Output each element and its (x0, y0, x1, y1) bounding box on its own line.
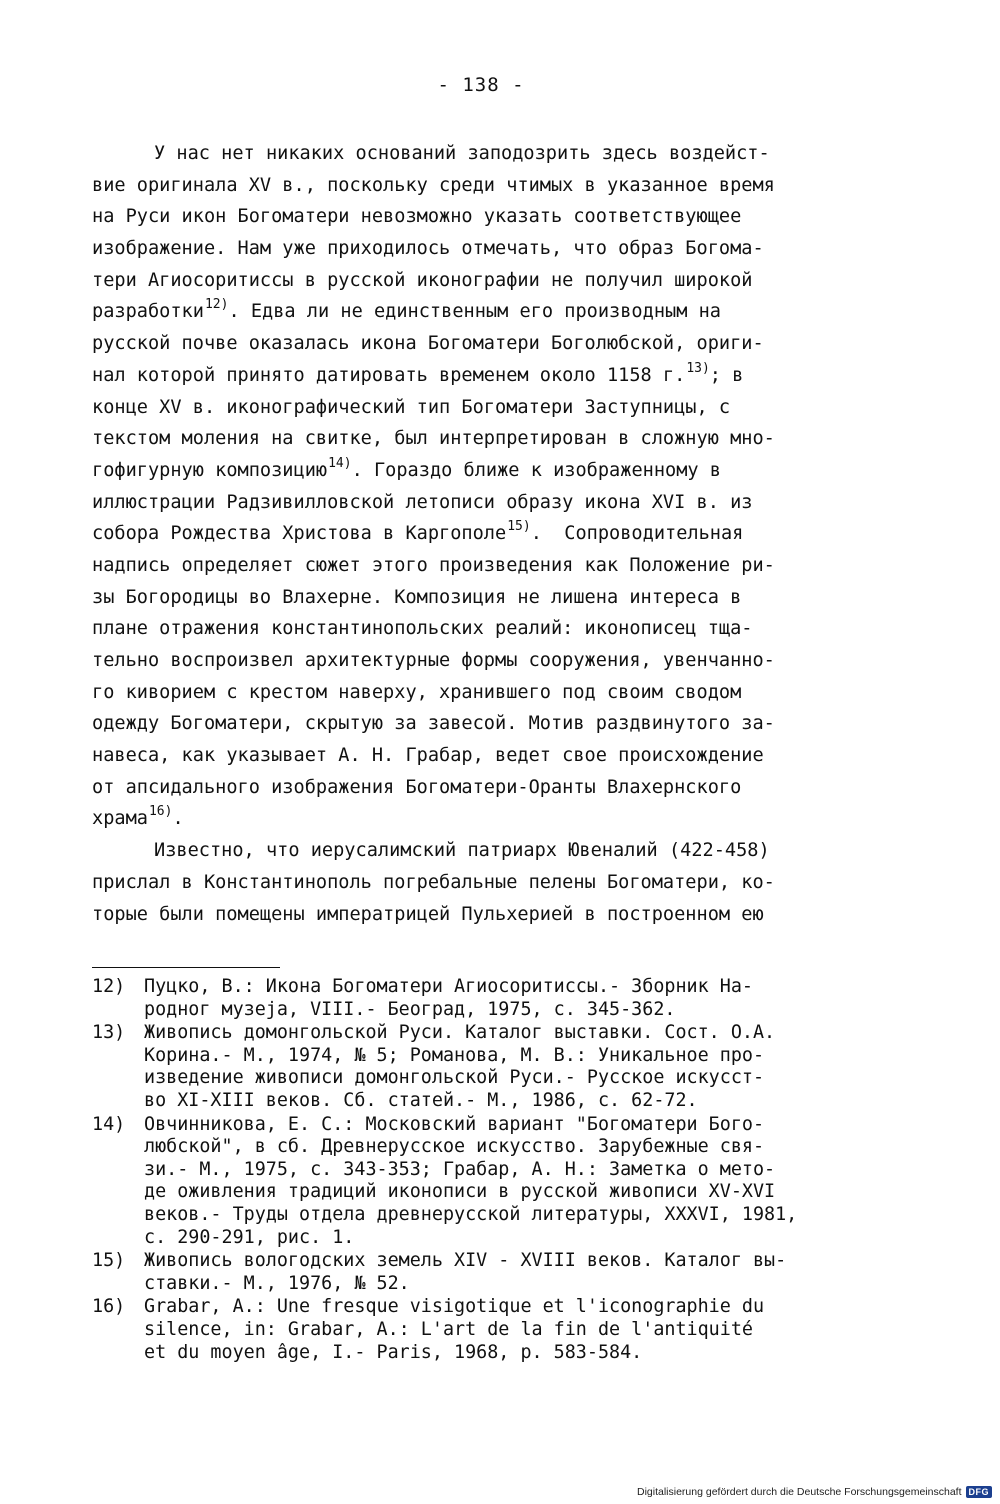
footnote-line: зи.- М., 1975, с. 343-353; Грабар, А. Н.: Заметка о мето- (144, 1158, 776, 1180)
dfg-logo-icon: DFG (966, 1486, 993, 1498)
footnote-divider (92, 967, 280, 968)
text-line (92, 360, 882, 392)
text-line: текстом моления на свитке, был интерпретирован в сложную мно- (92, 428, 775, 450)
footnote-15 (92, 1250, 892, 1295)
text-line: Известно, что иерусалимский патриарх Ювеналий (422-458) (154, 840, 770, 862)
text-line: от апсидального изображения Богоматери-Оранты Влахернского (92, 776, 742, 798)
page-number: - 138 - (437, 74, 525, 96)
footnote-line: et du moyen âge, I.- Paris, 1968, p. 583-584. (144, 1341, 643, 1363)
footnote-text: Овчинникова, Е. С.: Московский вариант "Богоматери Бого- (144, 1113, 765, 1135)
text-line: вие оригинала XV в., поскольку среди чтимых в указанное время (92, 174, 775, 196)
footnote-text: Пуцко, В.: Икона Богоматери Агиосоритиссы.- Зборник На- (144, 976, 753, 997)
text-fragment: гофигурную композицию (92, 459, 328, 481)
text-line: одежду Богоматери, скрытую за завесой. Мотив раздвинутого за- (92, 713, 775, 735)
footnote-number: 13) (92, 1022, 126, 1044)
text-line: изображение. Нам уже приходилось отмечать, что образ Богома- (92, 238, 764, 260)
footnote-number: 12) (92, 976, 126, 997)
footnote-14 (92, 1114, 892, 1250)
footnote-ref-12: 12) (204, 297, 229, 313)
footnote-line: родног музеја, VIII.- Београд, 1975, с. 345-362. (144, 998, 676, 1020)
text-fragment: ; в (709, 364, 744, 386)
digitization-credit (637, 1486, 992, 1498)
footnote-line: ставки.- М., 1976, № 52. (144, 1272, 410, 1294)
text-fragment: храма (92, 808, 148, 830)
text-line (92, 518, 882, 550)
text-fragment: . Сопроводительная (530, 523, 744, 545)
text-fragment: разработки (92, 301, 204, 323)
footnote-text: Grabar, A.: Une fresque visigotique et l'iconographie du (144, 1296, 765, 1318)
text-line: русской почве оказалась икона Богоматери Боголюбской, ориги- (92, 333, 764, 355)
footnote-line (92, 976, 892, 999)
text-line (92, 455, 882, 487)
footnote-number: 16) (92, 1296, 126, 1318)
text-line (92, 803, 882, 835)
footnote-ref-15: 15) (507, 519, 531, 535)
footnote-line: веков.- Труды отдела древнерусской литературы, XXXVI, 1981, (144, 1203, 798, 1225)
text-line (92, 296, 882, 328)
footnote-line (92, 1022, 892, 1045)
text-line: конце XV в. иконографический тип Богоматери Заступницы, с (92, 396, 731, 418)
footnote-number: 14) (92, 1113, 126, 1135)
footnote-line: во XI-XIII веков. Сб. статей.- М., 1986, с. 62-72. (144, 1089, 698, 1111)
text-line: на Руси икон Богоматери невозможно указать соответствующее (92, 206, 742, 228)
footnote-line (92, 1250, 892, 1273)
text-fragment: . Гораздо ближе к изображенному в (351, 459, 721, 481)
footnote-line: изведение живописи домонгольской Руси.- Русское искусст- (144, 1067, 765, 1089)
text-line: У нас нет никаких оснований заподозрить здесь воздейст- (154, 143, 770, 164)
footnote-ref-14: 14) (328, 455, 352, 471)
text-line: надпись определяет сюжет этого произведения как Положение ри- (92, 554, 775, 576)
footnote-ref-16: 16) (148, 804, 173, 820)
text-fragment: собора Рождества Христова в Каргополе (92, 523, 507, 545)
footnote-text: Живопись вологодских земель XIV - XVIII веков. Каталог вы- (144, 1250, 787, 1272)
text-line: иллюстрации Радзивилловской летописи образу икона XVI в. из (92, 491, 753, 513)
footnote-line: с. 290-291, рис. 1. (144, 1226, 355, 1248)
text-line: го киворием с крестом наверху, хранившего под своим сводом (92, 681, 742, 703)
footnote-line: де оживления традиций иконописи в русской живописи XV-XVI (144, 1181, 776, 1203)
text-fragment: . (172, 808, 184, 830)
footnote-16 (92, 1296, 892, 1364)
footnote-line (92, 1296, 892, 1319)
text-line: тери Агиосоритиссы в русской иконографии не получил широкой (92, 269, 753, 291)
text-line: прислал в Константинополь погребальные пелены Богоматери, ко- (92, 871, 775, 893)
text-fragment: нал которой принято датировать временем около 1158 г. (92, 364, 686, 386)
footnote-line: silence, in: Grabar, A.: L'art de la fin de l'antiquité (144, 1318, 753, 1340)
text-line: зы Богородицы во Влахерне. Композиция не лишена интереса в (92, 586, 742, 608)
footnote-ref-13: 13) (686, 360, 710, 376)
footnote-12 (92, 976, 892, 1021)
footnote-line: Корина.- М., 1974, № 5; Романова, М. В.: Уникальное про- (144, 1044, 765, 1066)
credit-text: Digitalisierung gefördert durch die Deutsche Forschungsgemeinschaft (636, 1486, 962, 1498)
footnotes (92, 976, 892, 1365)
footnote-13 (92, 1022, 892, 1112)
text-line: навеса, как указывает А. Н. Грабар, ведет свое происхождение (92, 745, 764, 767)
text-line: торые были помещены императрицей Пульхерией в построенном ею (92, 903, 764, 925)
text-line: тельно воспроизвел архитектурные формы сооружения, увенчанно- (92, 650, 775, 671)
footnote-line (92, 1114, 892, 1137)
text-fragment: . Едва ли не единственным его производным на (228, 301, 721, 323)
footnote-number: 15) (92, 1250, 126, 1272)
footnote-text: Живопись домонгольской Руси. Каталог выставки. Сост. О.А. (144, 1022, 776, 1044)
body-text (92, 138, 882, 930)
footnote-line: любской", в сб. Древнерусское искусство. Зарубежные свя- (144, 1136, 765, 1158)
text-line: плане отражения константинопольских реалий: иконописец тща- (92, 618, 753, 640)
